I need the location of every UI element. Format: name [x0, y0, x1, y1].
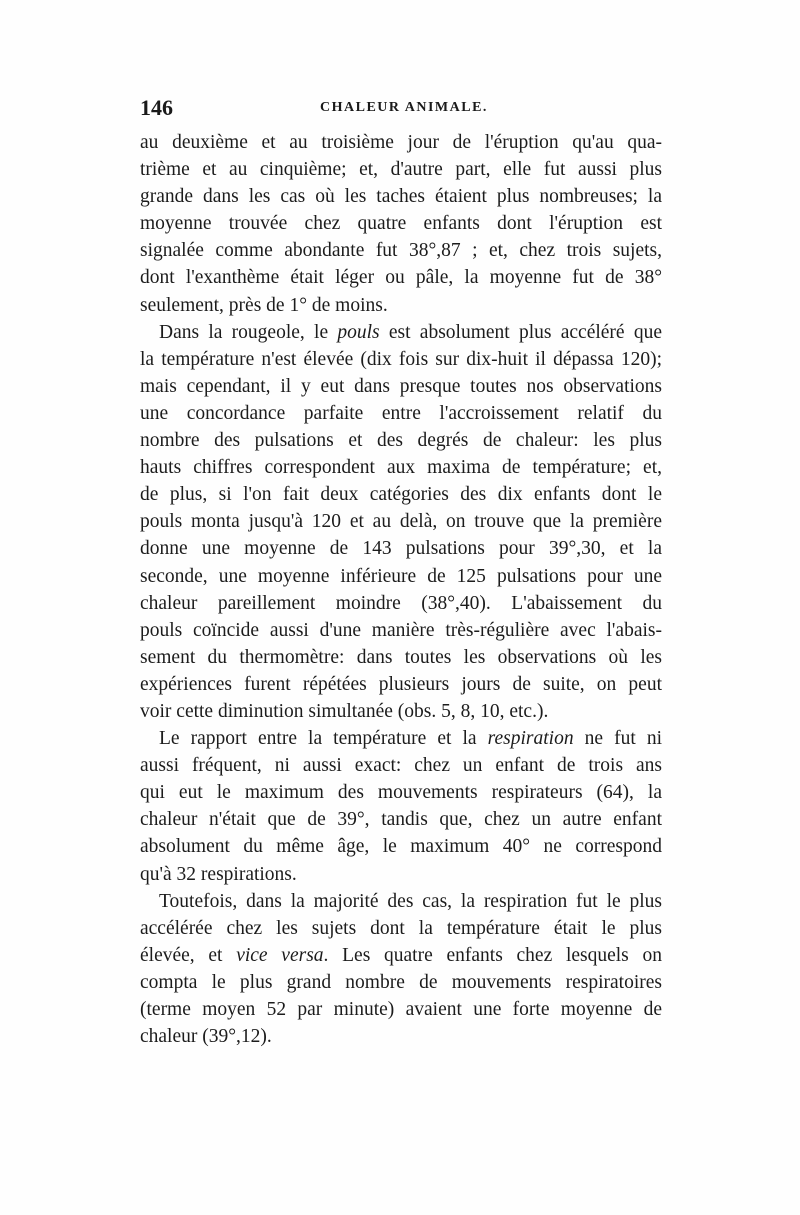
text-line: voir cette diminution simultanée (obs. 5, 8, 10, etc.). — [140, 700, 549, 722]
text-line: sement du thermomètre: dans toutes les observations où les — [140, 646, 662, 668]
paragraph — [140, 725, 662, 888]
text-run: élevée, et — [140, 944, 237, 966]
text-line: trième et au cinquième; et, d'autre part, elle fut aussi plus — [140, 159, 662, 181]
text-line: dont l'exanthème était léger ou pâle, la moyenne fut de 38° — [140, 267, 662, 289]
text-run: est absolument plus accéléré que — [379, 321, 662, 343]
text-line: nombre des pulsations et des degrés de chaleur: les plus — [140, 430, 662, 452]
italic-word: vice versa — [236, 944, 324, 966]
text-line: mais cependant, il y eut dans presque toutes nos observations — [140, 375, 662, 397]
italic-word: respiration — [487, 728, 574, 750]
text-line: de plus, si l'on fait deux catégories des dix enfants dont le — [140, 484, 662, 506]
text-run: . Les quatre enfants chez lesquels on — [323, 944, 662, 966]
page-number: 146 — [140, 95, 173, 120]
text-line: grande dans les cas où les taches étaient plus nombreuses; la — [140, 186, 662, 208]
paragraph — [140, 888, 662, 1051]
text-line — [140, 942, 662, 969]
text-line: pouls monta jusqu'à 120 et au delà, on trouve que la première — [140, 511, 662, 533]
text-line: compta le plus grand nombre de mouvements respiratoires — [140, 971, 662, 993]
page-header — [140, 95, 662, 125]
text-line: signalée comme abondante fut 38°,87 ; et, chez trois sujets, — [140, 240, 662, 262]
text-line: seconde, une moyenne inférieure de 125 pulsations pour une — [140, 565, 662, 587]
running-title: CHALEUR ANIMALE. — [320, 100, 488, 115]
italic-word: pouls — [337, 321, 380, 343]
text-line: moyenne trouvée chez quatre enfants dont l'éruption est — [140, 213, 662, 235]
text-run: ne fut ni — [573, 728, 662, 750]
paragraph — [140, 129, 662, 319]
text-line: pouls coïncide aussi d'une manière très-régulière avec l'abais- — [140, 619, 662, 641]
paragraph — [140, 319, 662, 725]
text-line: seulement, près de 1° de moins. — [140, 294, 388, 316]
text-line: Toutefois, dans la majorité des cas, la respiration fut le plus — [159, 890, 662, 912]
text-line: au deuxième et au troisième jour de l'éruption qu'au qua- — [140, 132, 662, 153]
text-line: accélérée chez les sujets dont la température était le plus — [140, 917, 662, 939]
text-run: Le rapport entre la température et la — [159, 728, 488, 750]
text-line — [140, 725, 662, 752]
text-line: hauts chiffres correspondent aux maxima de température; et, — [140, 457, 662, 479]
text-line — [140, 319, 662, 346]
text-line: chaleur (39°,12). — [140, 1026, 272, 1048]
text-line: aussi fréquent, ni aussi exact: chez un enfant de trois ans — [140, 755, 662, 777]
text-line: une concordance parfaite entre l'accroissement relatif du — [140, 402, 662, 424]
text-line: absolument du même âge, le maximum 40° ne correspond — [140, 836, 662, 858]
text-line: chaleur n'était que de 39°, tandis que, chez un autre enfant — [140, 809, 662, 831]
text-line: donne une moyenne de 143 pulsations pour 39°,30, et la — [140, 538, 662, 560]
text-run: Dans la rougeole, le — [159, 321, 338, 343]
text-line: qui eut le maximum des mouvements respirateurs (64), la — [140, 782, 662, 804]
text-line: la température n'est élevée (dix fois sur dix-huit il dépassa 120); — [140, 348, 662, 370]
text-line: expériences furent répétées plusieurs jours de suite, on peut — [140, 673, 662, 695]
text-line: (terme moyen 52 par minute) avaient une forte moyenne de — [140, 999, 662, 1020]
body-text — [140, 129, 662, 1050]
text-line: chaleur pareillement moindre (38°,40). L'abaissement du — [140, 592, 662, 614]
text-line: qu'à 32 respirations. — [140, 863, 297, 885]
